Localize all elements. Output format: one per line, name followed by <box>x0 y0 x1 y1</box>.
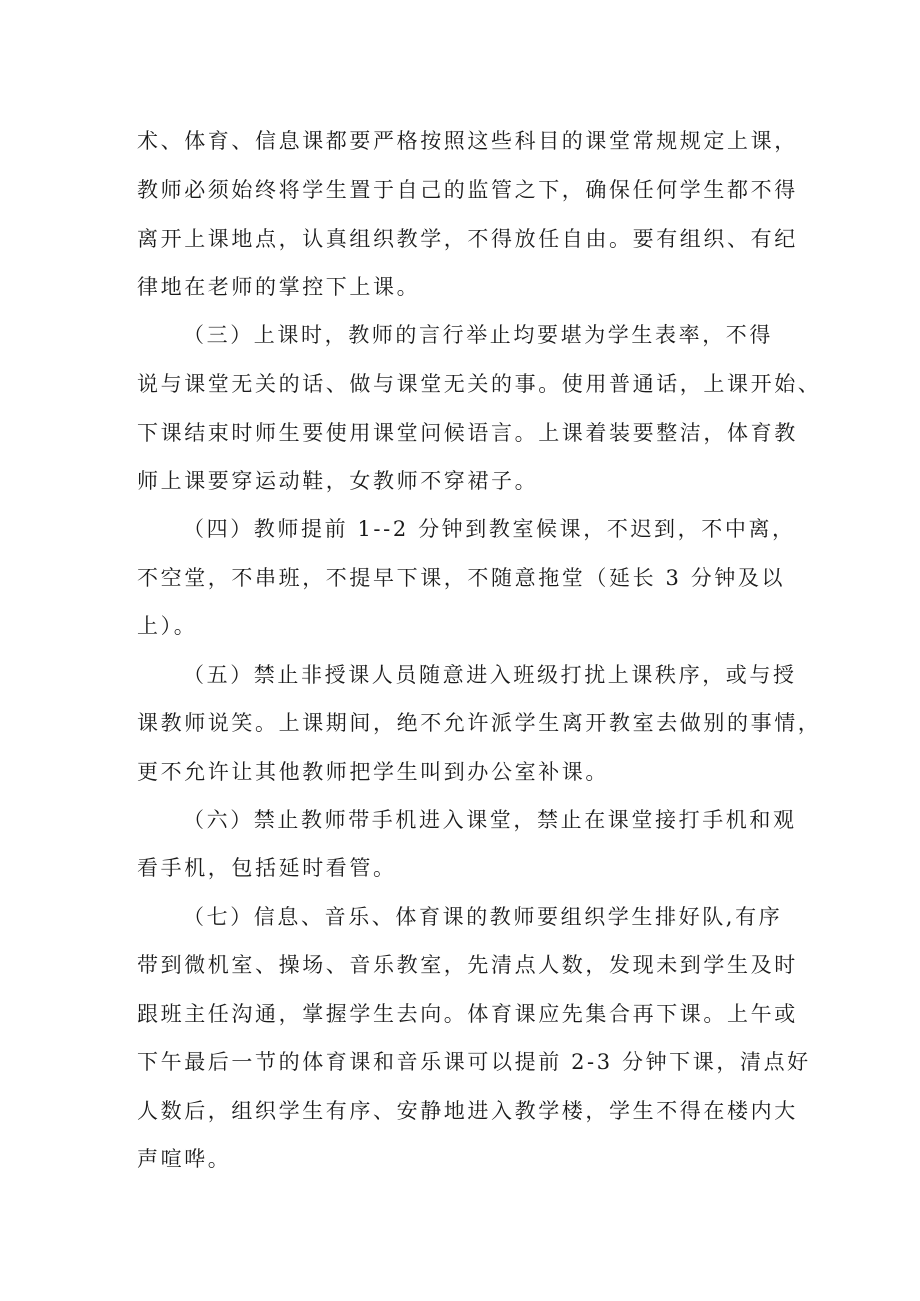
text-line: 人数后，组织学生有序、安静地进入教学楼，学生不得在楼内大 <box>137 1099 798 1123</box>
paragraph-5-start: （五）禁止非授课人员随意进入班级打扰上课秩序，或与授 <box>183 663 797 687</box>
paragraph-6-start: （六）禁止教师带手机进入课堂，禁止在课堂接打手机和观 <box>183 808 797 832</box>
paragraph-3-start: （三）上课时，教师的言行举止均要堪为学生表率，不得 <box>183 323 773 347</box>
text-line: 下课结束时师生要使用课堂问候语言。上课着装要整洁，体育教 <box>137 421 798 445</box>
paragraph-7-start: （七）信息、音乐、体育课的教师要组织学生排好队,有序 <box>183 905 783 929</box>
text-line: 律地在老师的掌控下上课。 <box>137 275 421 299</box>
text-line: 离开上课地点，认真组织教学，不得放任自由。要有组织、有纪 <box>137 227 798 251</box>
text-line: 说与课堂无关的话、做与课堂无关的事。使用普通话，上课开始、 <box>137 372 822 396</box>
text-line: 术、体育、信息课都要严格按照这些科目的课堂常规规定上课， <box>137 129 798 153</box>
paragraph-4-start: （四）教师提前 1--2 分钟到教室候课，不迟到，不中离， <box>183 517 796 541</box>
text-line: 上）。 <box>137 614 198 638</box>
text-line: 看手机，包括延时看管。 <box>137 856 397 880</box>
text-line: 下午最后一节的体育课和音乐课可以提前 2-3 分钟下课，清点好 <box>137 1050 811 1074</box>
text-line: 师上课要穿运动鞋，女教师不穿裙子。 <box>137 469 539 493</box>
text-line: 课教师说笑。上课期间，绝不允许派学生离开教室去做别的事情， <box>137 711 822 735</box>
text-line: 跟班主任沟通，掌握学生去向。体育课应先集合再下课。上午或 <box>137 1002 798 1026</box>
text-line: 带到微机室、操场、音乐教室，先清点人数，发现未到学生及时 <box>137 953 798 977</box>
text-line: 声喧哗。 <box>137 1147 232 1171</box>
text-line: 不空堂，不串班，不提早下课，不随意拖堂（延长 3 分钟及以 <box>137 566 786 590</box>
text-line: 更不允许让其他教师把学生叫到办公室补课。 <box>137 760 609 784</box>
text-line: 教师必须始终将学生置于自己的监管之下，确保任何学生都不得 <box>137 178 798 202</box>
